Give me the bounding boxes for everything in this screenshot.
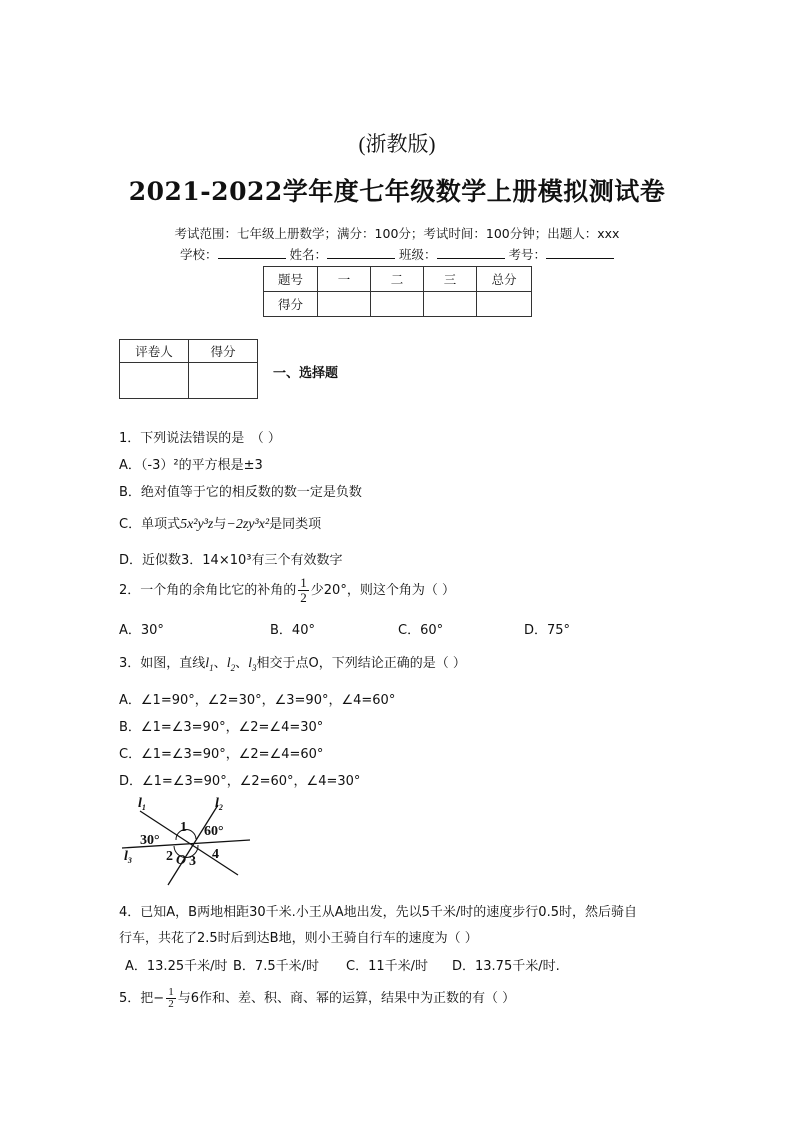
intersecting-lines-figure: [118, 793, 253, 890]
class-label: 班级：: [398, 247, 437, 262]
score-header-cell: 一: [318, 267, 371, 292]
section-heading: 一、选择题: [273, 366, 339, 381]
score-table-score-row: [264, 292, 532, 317]
score-header-cell: 二: [371, 267, 424, 292]
figure-label-angle-1: 1: [180, 820, 187, 835]
q5-stem-suffix: 与6作和、差、积、商、幂的运算，结果中为正数的有（ ）: [177, 991, 516, 1006]
question-3-option-a: A．∠1=90°，∠2=30°，∠3=90°，∠4=60°: [119, 693, 396, 708]
fraction-one-half: [298, 576, 309, 605]
score-cell[interactable]: [424, 292, 477, 317]
fraction-denominator: 2: [300, 590, 307, 605]
score-table: [263, 266, 532, 317]
fraction-denominator: 2: [168, 998, 174, 1010]
figure-label-l3: $l_3$: [124, 849, 132, 865]
q4-option-d: D．13.75千米/时.: [452, 959, 560, 974]
q2-stem-prefix: 2．一个角的余角比它的补角的: [119, 583, 297, 598]
q4-option-c: C．11千米/时: [346, 959, 428, 974]
score-header-cell: 总分: [477, 267, 532, 292]
q2-option-a: A．30°: [119, 623, 164, 638]
score-row-label: 得分: [264, 292, 318, 317]
question-4-line-1: 4．已知A，B两地相距30千米.小王从A地出发，先以5千米/时的速度步行0.5时，然后骑自: [119, 905, 637, 920]
line-l2: $l_2$: [226, 656, 236, 673]
score-table-header-row: [264, 267, 532, 292]
exam-info: 考试范围：七年级上册数学；满分：100分；考试时间：100分钟；出题人：xxx: [174, 226, 620, 241]
score-cell[interactable]: [371, 292, 424, 317]
school-label: 学校：: [179, 247, 218, 262]
option-c-prefix: C．单项式: [119, 517, 181, 532]
fraction-numerator: 1: [300, 575, 307, 590]
question-3-option-d: D．∠1=∠3=90°，∠2=60°，∠4=30°: [119, 774, 361, 789]
figure-label-angle-3: 3: [189, 854, 196, 869]
question-4-line-2: 行车，共花了2.5时后到达B地，则小王骑自行车的速度为（ ）: [119, 931, 478, 946]
q4-option-b: B．7.5千米/时: [233, 959, 319, 974]
q2-option-b: B．40°: [270, 623, 315, 638]
grader-header-cell: 得分: [189, 340, 258, 363]
question-3-stem: 3．如图，直线$l_1$、$l_2$、$l_3$相交于点O，下列结论正确的是（ ）: [119, 656, 466, 673]
grader-header-cell: 评卷人: [120, 340, 189, 363]
figure-label-60deg: 60°: [204, 824, 224, 839]
grader-cell[interactable]: [120, 363, 189, 399]
edition-label: (浙教版): [358, 132, 436, 156]
score-header-cell: 题号: [264, 267, 318, 292]
fraction-neg-one-half: [166, 987, 176, 1010]
option-c-mid: 与: [213, 517, 227, 532]
question-2-options: [119, 619, 570, 638]
q4-option-a: A．13.25千米/时: [125, 959, 228, 974]
score-cell[interactable]: [477, 292, 532, 317]
question-3-option-b: B．∠1=∠3=90°，∠2=∠4=30°: [119, 720, 324, 735]
q2-stem-suffix: 少20°，则这个角为（ ）: [310, 583, 455, 598]
question-3-option-c: C．∠1=∠3=90°，∠2=∠4=60°: [119, 747, 324, 762]
grader-input-row: [120, 363, 258, 399]
figure-label-l1: $l_1$: [138, 796, 146, 812]
score-header-cell: 三: [424, 267, 477, 292]
name-label: 姓名：: [289, 247, 327, 262]
q5-minus-sign: −: [153, 991, 165, 1006]
grader-header-row: [120, 340, 258, 363]
line-l3: $l_3$: [248, 656, 257, 673]
question-1-option-d: D．近似数3．14×10³有三个有效数字: [119, 553, 343, 568]
exam-number-label: 考号：: [508, 247, 546, 262]
student-info-line: [0, 245, 794, 263]
grader-table: [119, 339, 258, 399]
score-cell[interactable]: [318, 292, 371, 317]
exam-title: 2021-2022学年度七年级数学上册模拟测试卷: [128, 177, 666, 206]
exam-number-blank[interactable]: [546, 246, 614, 259]
question-2-stem: [119, 574, 455, 608]
monomial-1: 5x²y³z: [180, 517, 214, 532]
question-1-option-b: B．绝对值等于它的相反数的数一定是负数: [119, 485, 362, 500]
fraction-numerator: 1: [168, 986, 174, 998]
question-1-option-a: A．（-3）²的平方根是±3: [119, 458, 263, 473]
figure-label-angle-2: 2: [166, 849, 173, 864]
q2-option-c: C．60°: [398, 623, 444, 638]
figure-label-angle-4: 4: [212, 847, 219, 862]
figure-label-l2: $l_2$: [215, 796, 223, 812]
question-5-stem: [119, 983, 515, 1015]
figure-label-point-o: O: [176, 853, 187, 868]
q5-stem-prefix: 5．把: [119, 991, 154, 1006]
question-1-stem: 1．下列说法错误的是 （ ）: [119, 431, 281, 446]
q3-stem-prefix: 3．如图，直线: [119, 656, 206, 671]
question-1-option-c: [119, 513, 321, 533]
option-c-suffix: 是同类项: [269, 517, 322, 532]
monomial-2: −2zy³x²: [226, 517, 270, 532]
q2-option-d: D．75°: [524, 623, 571, 638]
name-blank[interactable]: [327, 246, 395, 259]
school-blank[interactable]: [218, 246, 286, 259]
line-l1: $l_1$: [205, 656, 214, 673]
q3-stem-suffix: 相交于点O，下列结论正确的是（ ）: [256, 656, 466, 671]
class-blank[interactable]: [437, 246, 505, 259]
question-4-options: [125, 955, 560, 974]
grader-score-cell[interactable]: [189, 363, 258, 399]
figure-label-30deg: 30°: [140, 833, 160, 848]
